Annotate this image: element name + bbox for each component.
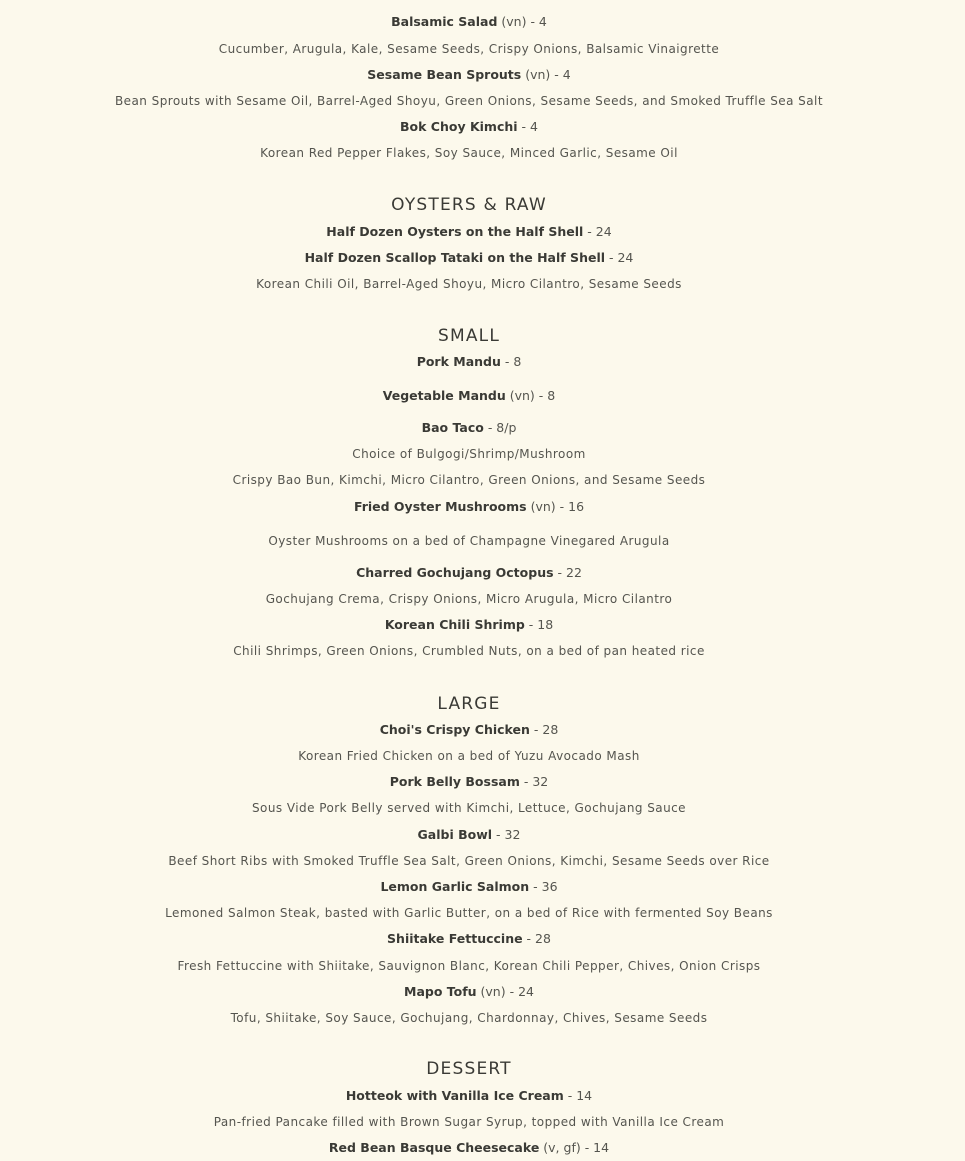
menu-item-vegetable-mandu xyxy=(0,386,938,406)
menu-item-bao-taco xyxy=(0,418,938,438)
item-price: (vn) - 16 xyxy=(526,499,585,514)
item-price: - 28 xyxy=(529,722,559,737)
item-price: (vn) - 24 xyxy=(476,984,534,999)
section-heading-small: SMALL xyxy=(437,326,501,346)
item-price: - 24 xyxy=(583,224,612,239)
item-name: Sesame Bean Sprouts xyxy=(367,67,522,82)
item-price: (vn) - 4 xyxy=(521,67,571,82)
item-price: - 36 xyxy=(529,879,558,894)
item-name: Pork Belly Bossam xyxy=(389,774,520,789)
item-price: - 22 xyxy=(553,565,582,580)
item-price: - 4 xyxy=(517,119,538,134)
item-name: Vegetable Mandu xyxy=(382,388,506,403)
item-name: Bao Taco xyxy=(421,420,484,435)
item-name: Balsamic Salad xyxy=(391,14,498,29)
menu-item-fried-oyster-mushrooms xyxy=(0,497,938,517)
item-description: Oyster Mushrooms on a bed of Champagne Vinegared Arugula xyxy=(268,534,670,548)
menu-item-balsamic-salad xyxy=(0,12,938,32)
item-price: - 32 xyxy=(492,827,521,842)
item-name: Lemon Garlic Salmon xyxy=(380,879,530,894)
item-price: - 32 xyxy=(519,774,549,789)
item-description: Chili Shrimps, Green Onions, Crumbled Nuts, on a bed of pan heated rice xyxy=(233,644,705,658)
item-price: - 8/p xyxy=(483,420,517,435)
item-price: - 8 xyxy=(500,354,522,369)
section-heading-oysters-raw: OYSTERS & RAW xyxy=(391,195,547,215)
item-description: Gochujang Crema, Crispy Onions, Micro Arugula, Micro Cilantro xyxy=(265,592,673,606)
item-description: Cucumber, Arugula, Kale, Sesame Seeds, Crispy Onions, Balsamic Vinaigrette xyxy=(218,42,720,56)
menu-item-hotteok xyxy=(0,1086,938,1106)
menu-item-half-dozen-oysters xyxy=(0,222,938,242)
item-name: Galbi Bowl xyxy=(417,827,493,842)
section-heading-large: LARGE xyxy=(437,694,501,714)
item-name: Shiitake Fettuccine xyxy=(387,931,523,946)
item-price: - 18 xyxy=(524,617,554,632)
item-name: Bok Choy Kimchi xyxy=(400,119,518,134)
item-name: Korean Chili Shrimp xyxy=(384,617,525,632)
item-name: Half Dozen Oysters on the Half Shell xyxy=(326,224,584,239)
menu-item-shiitake-fettuccine xyxy=(0,929,938,949)
menu-item-scallop-tataki xyxy=(0,248,938,268)
menu-item-lemon-garlic-salmon xyxy=(0,877,938,897)
menu-item-sesame-bean-sprouts xyxy=(0,65,938,85)
menu-item-korean-chili-shrimp xyxy=(0,615,938,635)
menu-item-mapo-tofu xyxy=(0,982,938,1002)
item-name: Hotteok with Vanilla Ice Cream xyxy=(345,1088,564,1103)
item-name: Red Bean Basque Cheesecake xyxy=(328,1140,540,1155)
menu-item-pork-mandu xyxy=(0,352,938,372)
menu-item-chois-crispy-chicken xyxy=(0,720,938,740)
item-name: Charred Gochujang Octopus xyxy=(356,565,554,580)
item-price: - 14 xyxy=(563,1088,593,1103)
item-description: Bean Sprouts with Sesame Oil, Barrel-Aged Shoyu, Green Onions, Sesame Seeds, and Smoked Truffle Sea Salt xyxy=(114,94,823,108)
item-name: Half Dozen Scallop Tataki on the Half Shell xyxy=(304,250,606,265)
item-description: Lemoned Salmon Steak, basted with Garlic Butter, on a bed of Rice with fermented Soy Beans xyxy=(165,906,773,920)
item-description: Choice of Bulgogi/Shrimp/Mushroom xyxy=(352,447,586,461)
item-price: (vn) - 8 xyxy=(505,388,556,403)
item-description: Crispy Bao Bun, Kimchi, Micro Cilantro, Green Onions, and Sesame Seeds xyxy=(232,473,706,487)
item-price: (v, gf) - 14 xyxy=(539,1140,610,1155)
item-description: Fresh Fettuccine with Shiitake, Sauvignon Blanc, Korean Chili Pepper, Chives, Onion Crisps xyxy=(177,959,761,973)
item-description: Korean Red Pepper Flakes, Soy Sauce, Minced Garlic, Sesame Oil xyxy=(260,146,678,160)
item-description: Korean Fried Chicken on a bed of Yuzu Avocado Mash xyxy=(298,749,640,763)
item-description: Pan-fried Pancake filled with Brown Sugar Syrup, topped with Vanilla Ice Cream xyxy=(213,1115,725,1129)
menu-item-galbi-bowl xyxy=(0,825,938,845)
section-heading-dessert: DESSERT xyxy=(426,1059,512,1079)
item-price: (vn) - 4 xyxy=(497,14,547,29)
item-description: Sous Vide Pork Belly served with Kimchi, Lettuce, Gochujang Sauce xyxy=(251,801,687,815)
item-description: Korean Chili Oil, Barrel-Aged Shoyu, Micro Cilantro, Sesame Seeds xyxy=(256,277,682,291)
item-name: Pork Mandu xyxy=(416,354,501,369)
menu-item-charred-gochujang-octopus xyxy=(0,563,938,583)
item-description: Beef Short Ribs with Smoked Truffle Sea Salt, Green Onions, Kimchi, Sesame Seeds over Rice xyxy=(168,854,770,868)
item-price: - 28 xyxy=(522,931,551,946)
item-name: Mapo Tofu xyxy=(404,984,477,999)
item-description: Tofu, Shiitake, Soy Sauce, Gochujang, Chardonnay, Chives, Sesame Seeds xyxy=(230,1011,708,1025)
item-name: Fried Oyster Mushrooms xyxy=(353,499,527,514)
menu-item-red-bean-basque-cheesecake xyxy=(0,1138,938,1158)
item-price: - 24 xyxy=(605,250,634,265)
menu-item-pork-belly-bossam xyxy=(0,772,938,792)
item-name: Choi's Crispy Chicken xyxy=(379,722,530,737)
menu-item-bok-choy-kimchi xyxy=(0,117,938,137)
